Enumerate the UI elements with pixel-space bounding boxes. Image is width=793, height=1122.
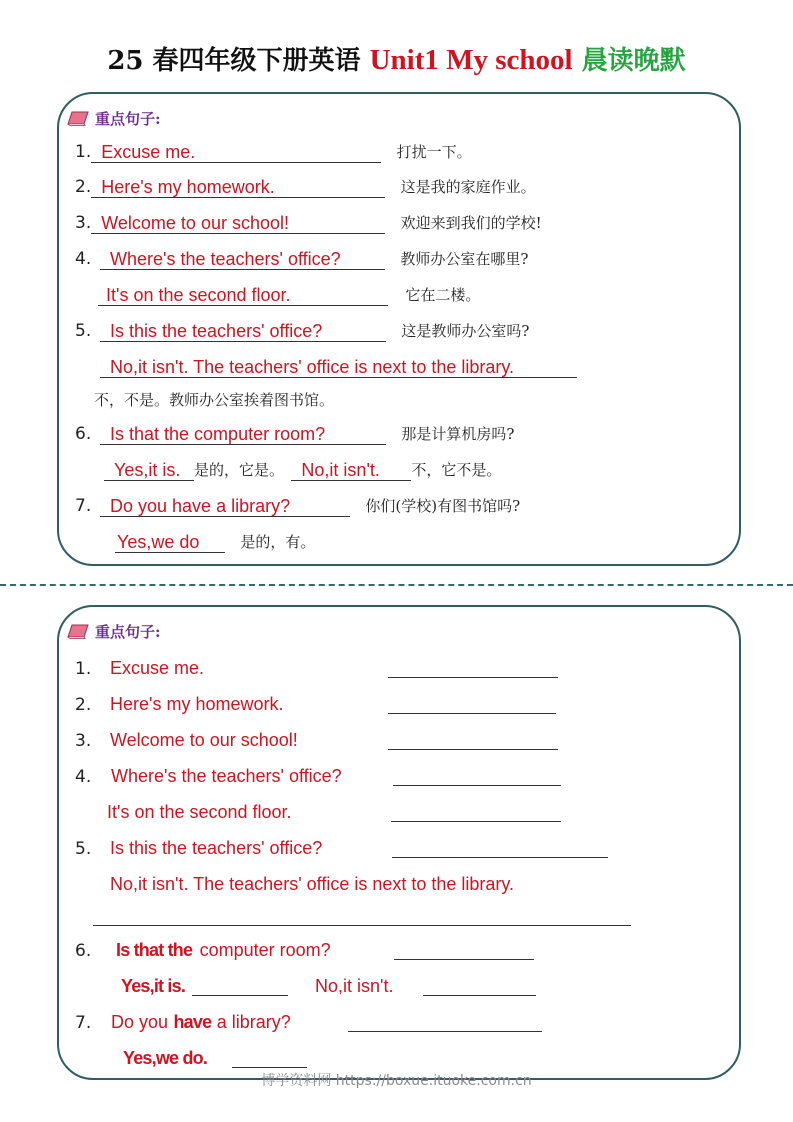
practice-row-6b <box>121 975 185 998</box>
item-number: 1. <box>75 142 92 162</box>
answer-row-6b <box>104 459 501 481</box>
practice-row-3 <box>75 729 298 752</box>
title-grade: 25 春四年级下册英语 <box>107 46 361 76</box>
chinese-translation: 这是教师办公室吗? <box>401 322 530 340</box>
answer-row-4b <box>98 284 480 306</box>
translation-blank[interactable] <box>393 785 561 786</box>
item-number: 7. <box>75 1013 92 1033</box>
answer-row-5b <box>100 356 577 378</box>
chinese-translation: 它在二楼。 <box>405 286 481 304</box>
cut-line-divider <box>0 584 793 586</box>
practice-row-5 <box>75 837 322 860</box>
item-number: 4. <box>75 767 92 787</box>
practice-row-1 <box>75 657 204 680</box>
english-sentence-bold: have <box>173 1012 212 1032</box>
section-heading <box>67 621 161 642</box>
answer-blank: Is that the computer room? <box>100 423 386 445</box>
item-number: 6. <box>75 424 92 444</box>
practice-row-7b <box>123 1047 207 1070</box>
answer-row-2 <box>75 176 536 198</box>
english-sentence-bold: Is that the <box>116 940 193 960</box>
answer-blank: Yes,we do <box>115 531 225 553</box>
english-sentence: Where's the teachers' office? <box>111 766 342 786</box>
chinese-translation: 不，它不是。 <box>411 461 502 479</box>
item-number: 7. <box>75 496 92 516</box>
practice-row-6c <box>315 975 393 998</box>
chinese-translation: 教师办公室在哪里? <box>400 250 529 268</box>
chinese-translation: 欢迎来到我们的学校! <box>400 214 542 232</box>
translation-blank[interactable] <box>348 1031 542 1032</box>
english-sentence: Welcome to our school! <box>110 730 298 750</box>
chinese-translation: 打扰一下。 <box>396 143 472 161</box>
translation-blank[interactable] <box>192 995 288 996</box>
translation-blank[interactable] <box>388 713 556 714</box>
english-sentence: It's on the second floor. <box>107 802 292 822</box>
answer-blank: No,it isn't. <box>291 459 411 481</box>
item-number: 6. <box>75 941 92 961</box>
english-sentence: No,it isn't. The teachers' office is next to the library. <box>110 874 515 894</box>
answer-row-5 <box>75 320 529 342</box>
translation-blank[interactable] <box>392 857 608 858</box>
answer-row-5c <box>94 389 334 411</box>
english-sentence: Excuse me. <box>110 658 205 678</box>
item-number: 2. <box>75 177 92 197</box>
translation-blank[interactable] <box>388 749 558 750</box>
chinese-translation: 你们(学校)有图书馆吗? <box>365 497 521 515</box>
english-sentence: a library? <box>216 1012 291 1032</box>
answer-row-3 <box>75 212 542 234</box>
answer-row-7 <box>75 495 520 517</box>
english-sentence-bold: Yes,it is. <box>121 976 186 996</box>
chinese-translation: 是的，有。 <box>240 533 316 551</box>
practice-row-4 <box>75 765 342 788</box>
english-sentence: computer room? <box>199 940 331 960</box>
section-heading-text: 重点句子: <box>95 623 161 641</box>
book-icon <box>67 111 89 126</box>
answer-blank: It's on the second floor. <box>98 284 388 306</box>
english-sentence-bold: Yes,we do. <box>123 1048 208 1068</box>
answer-blank: No,it isn't. The teachers' office is next to the library. <box>100 356 577 378</box>
section-heading <box>67 108 161 129</box>
english-sentence: Is this the teachers' office? <box>110 838 323 858</box>
chinese-translation: 不，不是。教师办公室挨着图书馆。 <box>94 391 335 409</box>
practice-row-5b <box>110 873 514 896</box>
answer-blank: Excuse me. <box>91 141 381 163</box>
answer-row-6 <box>75 423 514 445</box>
page-title <box>0 40 793 81</box>
translation-blank[interactable] <box>232 1067 307 1068</box>
answer-row-1 <box>75 141 472 163</box>
item-number: 4. <box>75 249 92 269</box>
item-number: 1. <box>75 659 92 679</box>
translation-blank[interactable] <box>423 995 536 996</box>
answer-row-7b <box>115 531 315 553</box>
item-number: 5. <box>75 839 92 859</box>
chinese-translation: 是的，它是。 <box>194 461 285 479</box>
practice-row-7 <box>75 1011 291 1034</box>
english-sentence: Here's my homework. <box>110 694 284 714</box>
title-unit: Unit1 My school <box>369 44 573 76</box>
answer-blank: Where's the teachers' office? <box>100 248 385 270</box>
practice-row-6 <box>75 939 331 962</box>
answer-blank: Yes,it is. <box>104 459 194 481</box>
title-suffix: 晨读晚默 <box>581 46 686 76</box>
translation-blank[interactable] <box>388 677 558 678</box>
english-sentence: Do you <box>111 1012 169 1032</box>
answer-blank: Here's my homework. <box>91 176 385 198</box>
chinese-translation: 那是计算机房吗? <box>401 425 515 443</box>
answer-blank: Do you have a library? <box>100 495 350 517</box>
item-number: 5. <box>75 321 92 341</box>
book-icon <box>67 624 89 639</box>
practice-row-4b <box>107 801 292 824</box>
answer-row-4 <box>75 248 528 270</box>
answer-blank: Is this the teachers' office? <box>100 320 386 342</box>
footer-watermark: 博学资料网 https://boxue.ituoke.com.cn <box>261 1073 532 1089</box>
translation-blank[interactable] <box>391 821 561 822</box>
answer-blank: Welcome to our school! <box>91 212 385 234</box>
item-number: 3. <box>75 731 92 751</box>
item-number: 2. <box>75 695 92 715</box>
translation-blank[interactable] <box>394 959 534 960</box>
english-sentence: No,it isn't. <box>315 976 394 996</box>
practice-row-2 <box>75 693 283 716</box>
section-heading-text: 重点句子: <box>95 110 161 128</box>
translation-blank[interactable] <box>93 925 631 926</box>
item-number: 3. <box>75 213 92 233</box>
chinese-translation: 这是我的家庭作业。 <box>400 178 536 196</box>
